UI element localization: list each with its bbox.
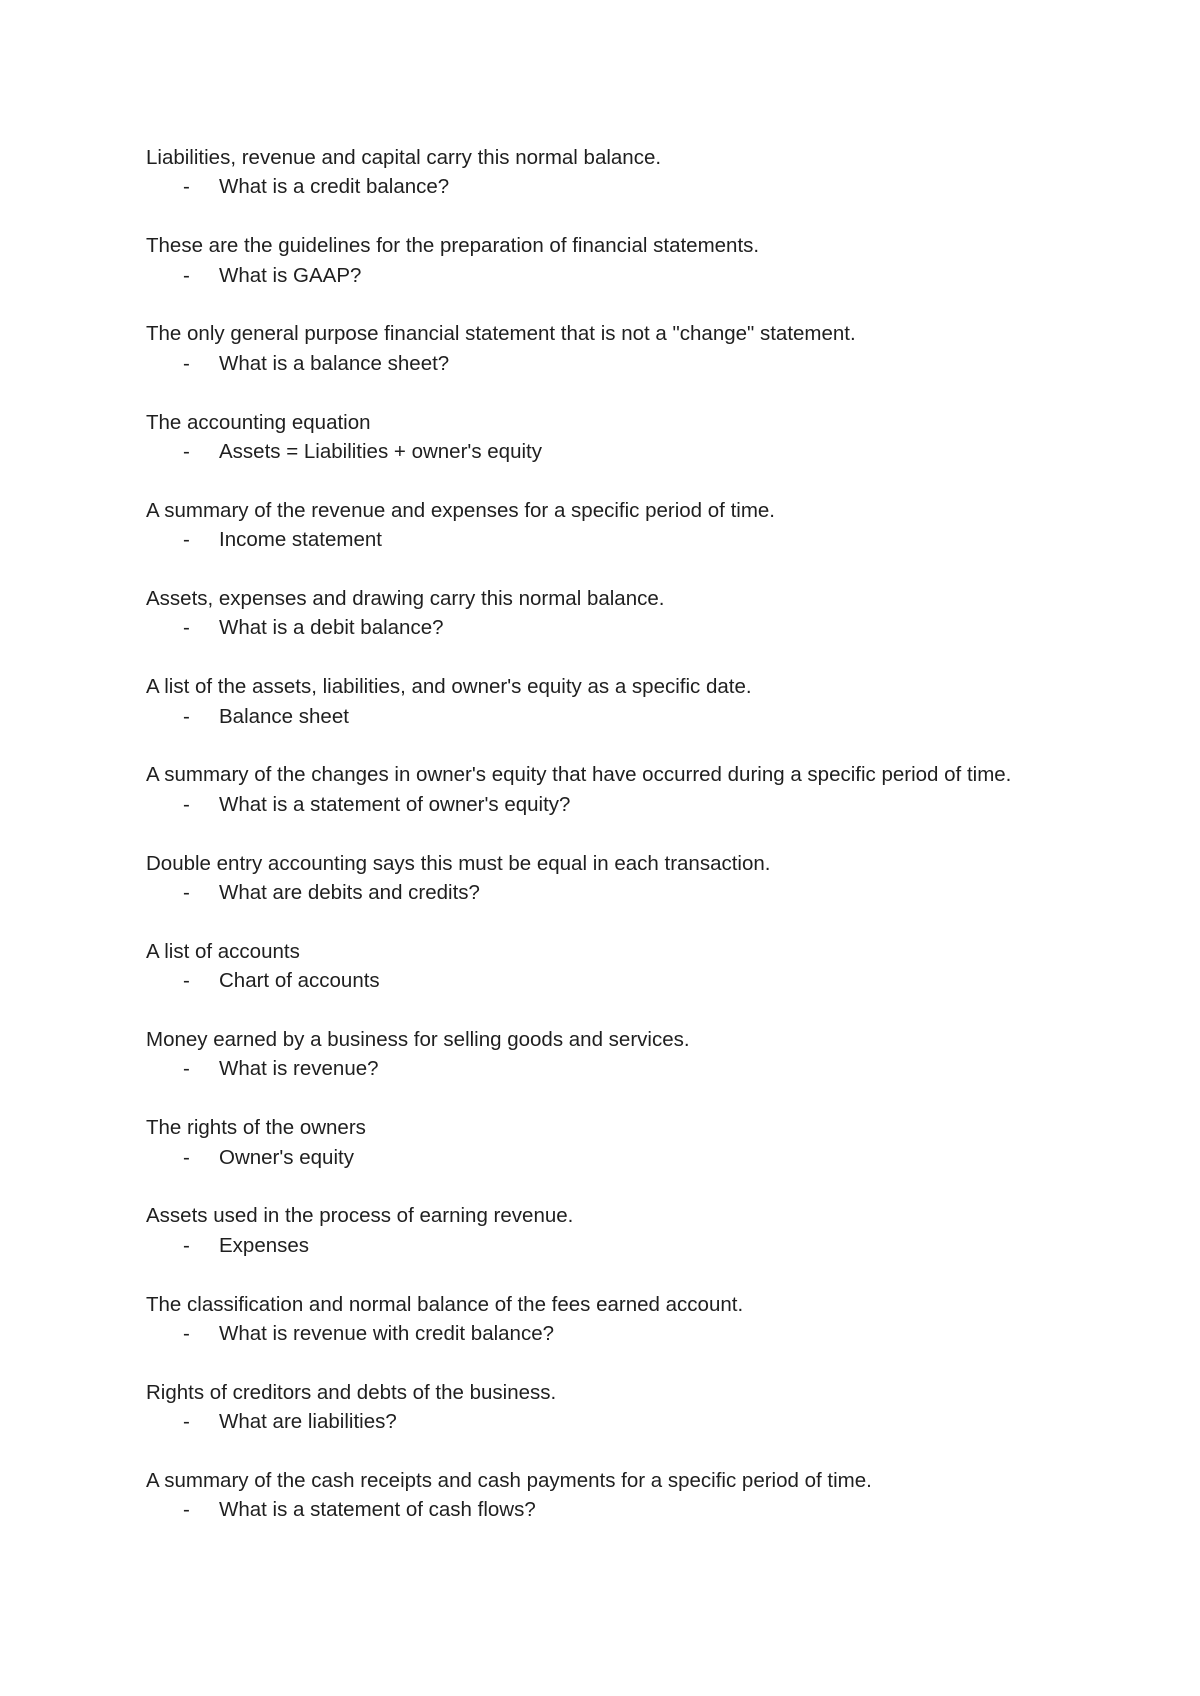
answer-line — [146, 878, 1076, 907]
dash-bullet: - — [183, 175, 190, 199]
answer-text: What is a statement of cash flows? — [219, 1498, 536, 1522]
answer-text: Income statement — [219, 528, 382, 552]
answer-line — [146, 1231, 1076, 1260]
answer-line — [146, 349, 1076, 378]
dash-bullet: - — [183, 881, 190, 905]
answer-line — [146, 702, 1076, 731]
answer-line — [146, 261, 1076, 290]
answer-line — [146, 966, 1076, 995]
dash-bullet: - — [183, 1057, 190, 1081]
answer-line — [146, 525, 1076, 554]
answer-text: Owner's equity — [219, 1145, 354, 1169]
qa-entry — [146, 231, 1076, 290]
qa-entry — [146, 319, 1076, 378]
dash-bullet: - — [183, 792, 190, 816]
question-text: Rights of creditors and debts of the business. — [146, 1380, 557, 1404]
qa-entry — [146, 1113, 1076, 1172]
dash-bullet: - — [183, 351, 190, 375]
question-text: Double entry accounting says this must be equal in each transaction. — [146, 851, 771, 875]
qa-entry — [146, 496, 1076, 555]
dash-bullet: - — [183, 1145, 190, 1169]
answer-text: Balance sheet — [219, 704, 349, 728]
document-page — [146, 143, 1076, 1554]
answer-text: What is a balance sheet? — [219, 351, 450, 375]
answer-line — [146, 1054, 1076, 1083]
qa-entry — [146, 672, 1076, 731]
question-text: The classification and normal balance of the fees earned account. — [146, 1292, 744, 1316]
answer-line — [146, 790, 1076, 819]
question-text: Liabilities, revenue and capital carry this normal balance. — [146, 146, 662, 169]
dash-bullet: - — [183, 1498, 190, 1522]
answer-text: What are debits and credits? — [219, 881, 480, 905]
question-text: The only general purpose financial statement that is not a "change" statement. — [146, 322, 856, 346]
qa-entry — [146, 1466, 1076, 1525]
question-text: Assets, expenses and drawing carry this normal balance. — [146, 587, 665, 611]
answer-line — [146, 1407, 1076, 1436]
answer-text: What is a debit balance? — [219, 616, 444, 640]
question-text: A list of accounts — [146, 939, 300, 963]
dash-bullet: - — [183, 528, 190, 552]
dash-bullet: - — [183, 263, 190, 287]
qa-entry — [146, 408, 1076, 467]
answer-line — [146, 1143, 1076, 1172]
question-text: A summary of the changes in owner's equity that have occurred during a specific period of time. — [146, 763, 1012, 787]
qa-entry — [146, 937, 1076, 996]
qa-entry — [146, 584, 1076, 643]
dash-bullet: - — [183, 1233, 190, 1257]
qa-entry — [146, 1201, 1076, 1260]
answer-text: Chart of accounts — [219, 969, 380, 993]
dash-bullet: - — [183, 1410, 190, 1434]
answer-line — [146, 613, 1076, 642]
question-text: A summary of the cash receipts and cash payments for a specific period of time. — [146, 1469, 872, 1493]
qa-entry — [146, 1025, 1076, 1084]
answer-text: What are liabilities? — [219, 1410, 397, 1434]
answer-text: Assets = Liabilities + owner's equity — [219, 440, 542, 464]
dash-bullet: - — [183, 616, 190, 640]
qa-entry — [146, 849, 1076, 908]
question-text: Money earned by a business for selling goods and services. — [146, 1028, 690, 1052]
answer-text: What is revenue with credit balance? — [219, 1322, 555, 1346]
question-text: A summary of the revenue and expenses for a specific period of time. — [146, 498, 775, 522]
answer-text: What is a statement of owner's equity? — [219, 792, 571, 816]
qa-entry — [146, 760, 1076, 819]
answer-text: Expenses — [219, 1233, 310, 1257]
dash-bullet: - — [183, 1322, 190, 1346]
answer-text: What is revenue? — [219, 1057, 379, 1081]
dash-bullet: - — [183, 440, 190, 464]
answer-line — [146, 1495, 1076, 1524]
question-text: The rights of the owners — [146, 1116, 366, 1140]
qa-entry — [146, 1378, 1076, 1437]
qa-entry — [146, 1290, 1076, 1349]
answer-line — [146, 172, 1076, 201]
answer-line — [146, 1319, 1076, 1348]
answer-line — [146, 437, 1076, 466]
answer-text: What is GAAP? — [219, 263, 362, 287]
dash-bullet: - — [183, 704, 190, 728]
question-text: These are the guidelines for the preparation of financial statements. — [146, 234, 760, 258]
qa-entry — [146, 143, 1076, 202]
question-text: A list of the assets, liabilities, and owner's equity as a specific date. — [146, 675, 752, 699]
answer-text: What is a credit balance? — [219, 175, 450, 199]
question-text: The accounting equation — [146, 410, 371, 434]
dash-bullet: - — [183, 969, 190, 993]
question-text: Assets used in the process of earning revenue. — [146, 1204, 574, 1228]
